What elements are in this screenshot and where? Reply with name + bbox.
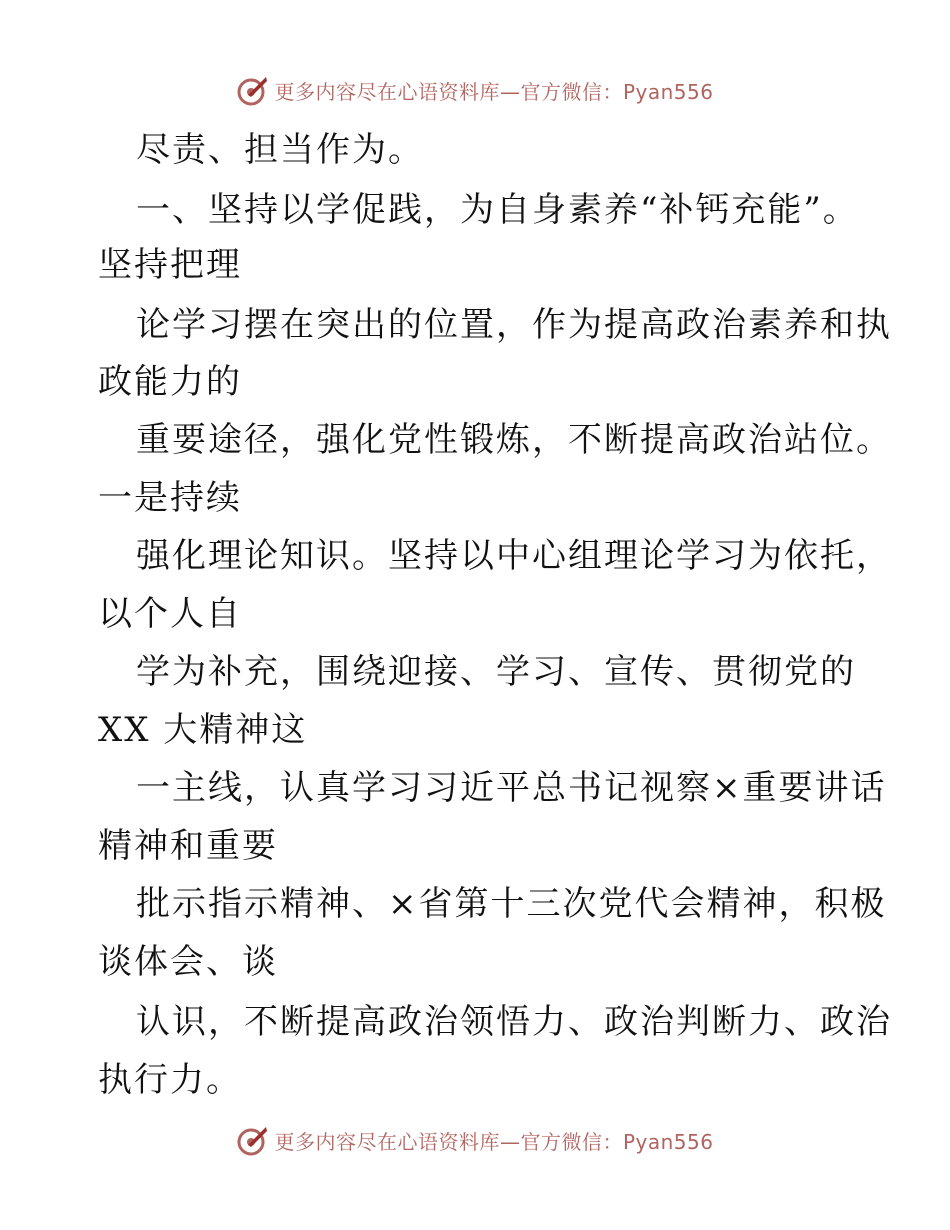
text-line: 论学习摆在突出的位置，作为提高政治素养和执 (136, 305, 892, 345)
quill-logo-icon (236, 73, 270, 107)
text-line: 强化理论知识。坚持以中心组理论学习为依托， (136, 536, 892, 576)
text-line: 学为补充，围绕迎接、学习、宣传、贯彻党的 (136, 652, 856, 692)
text-line: 政能力的 (98, 362, 242, 402)
text-line: 认识，不断提高政治领悟力、政治判断力、政治 (136, 1002, 892, 1042)
text-line: 重要途径，强化党性锻炼，不断提高政治站位。 (136, 420, 892, 460)
text-line: 坚持把理 (98, 245, 242, 285)
quill-logo-icon (236, 1123, 270, 1157)
header-watermark (0, 70, 950, 110)
text-line: 执行力。 (98, 1060, 242, 1100)
text-line: 一是持续 (98, 478, 242, 518)
watermark-text: 更多内容尽在心语资料库—官方微信：Pyan556 (274, 79, 714, 104)
watermark-text: 更多内容尽在心语资料库—官方微信：Pyan556 (274, 1129, 714, 1154)
text-line: 尽责、担当作为。 (136, 130, 424, 170)
text-line: 批示指示精神、×省第十三次党代会精神，积极 (136, 884, 887, 924)
footer-watermark (0, 1120, 950, 1160)
text-line: 谈体会、谈 (98, 942, 278, 982)
text-line: 以个人自 (98, 594, 242, 634)
text-line: 一主线，认真学习习近平总书记视察×重要讲话 (136, 768, 887, 808)
text-line: XX 大精神这 (98, 710, 308, 750)
section-heading-line: 一、坚持以学促践，为自身素养“补钙充能”。 (136, 190, 859, 230)
text-line: 精神和重要 (98, 826, 278, 866)
